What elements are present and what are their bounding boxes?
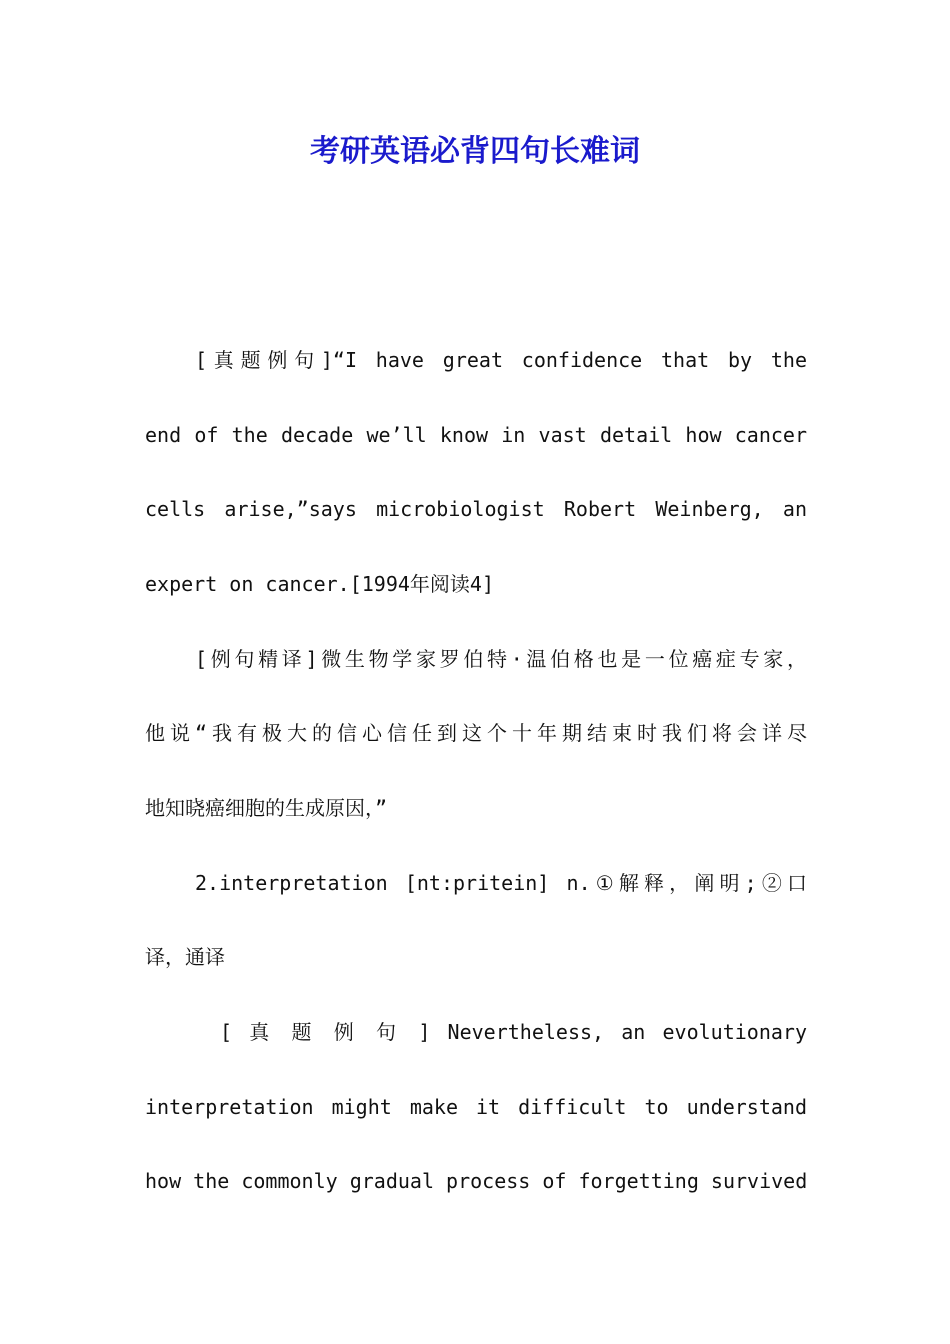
paragraph-line: 地知晓癌细胞的生成原因，” <box>145 796 388 820</box>
paragraph-line: [真题例句]“I have great confidence that by the <box>195 348 807 372</box>
paragraph-line: how the commonly gradual process of forgetting survived <box>145 1169 808 1193</box>
paragraph-line: [例句精译]微生物学家罗伯特·温伯格也是一位癌症专家， <box>195 647 807 671</box>
paragraph-line: cells arise,”says microbiologist Robert Weinberg, an <box>145 497 807 521</box>
paragraph-line: end of the decade we’ll know in vast detail how cancer <box>145 423 807 447</box>
paragraph-line: interpretation might make it difficult to understand <box>145 1095 807 1119</box>
paragraph-line: expert on cancer.[1994年阅读4] <box>145 572 494 596</box>
paragraph-line: [ 真 题 例 句 ] Nevertheless, an evolutionary <box>220 1020 807 1044</box>
vocabulary-entry-line: 译，通译 <box>145 945 225 969</box>
document-title: 考研英语必背四句长难词 <box>310 134 640 169</box>
paragraph-line: 他说“我有极大的信心信任到这个十年期结束时我们将会详尽 <box>145 721 807 745</box>
vocabulary-entry-line: 2.interpretation [nt:pritein] n.①解释，阐明;②口 <box>195 871 807 895</box>
